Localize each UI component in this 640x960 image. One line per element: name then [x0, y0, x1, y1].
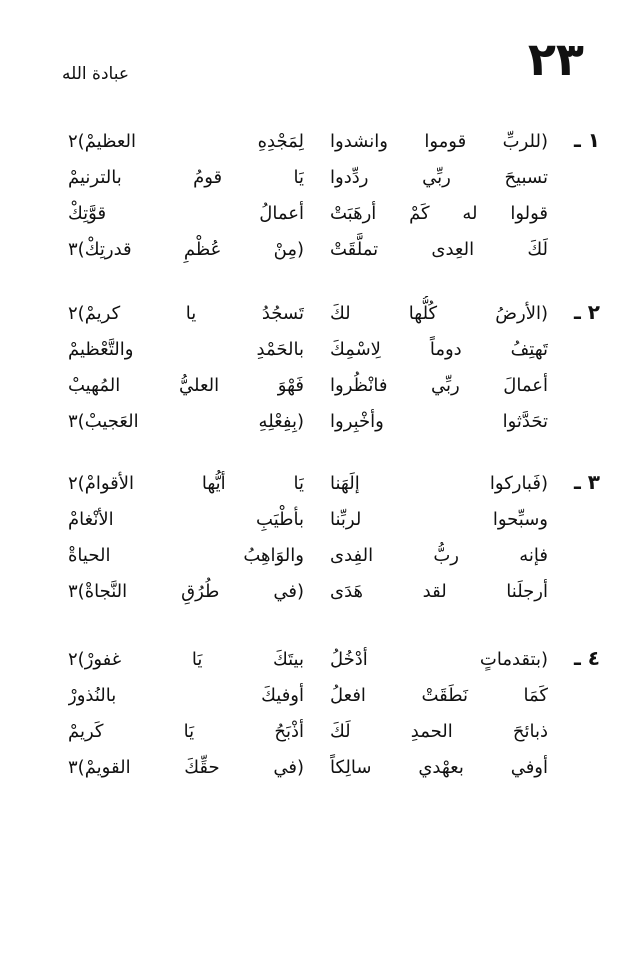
- verse-line: [40, 502, 600, 538]
- verse-first-hemistich: تَهتِفُ دوماً لِاسْمِكَ: [330, 339, 548, 360]
- verse-first-hemistich: أرجلَنا لقد هَدَى: [330, 581, 548, 602]
- verse-line: [40, 232, 600, 268]
- verse-second-hemistich: بأطْيَبِ الأنْغامْ: [68, 509, 304, 530]
- verse-line: [40, 466, 600, 502]
- verse-second-hemistich: (مِنْ عُظْمِ قدرتِكْ)٣: [68, 239, 304, 260]
- verse-line: [40, 160, 600, 196]
- verse-line: [40, 196, 600, 232]
- verse-first-hemistich: أعمالَ ربِّي فانْظُروا: [330, 375, 548, 396]
- verse-second-hemistich: (بِفِعْلِهِ العَجيبْ)٣: [68, 411, 304, 432]
- verse-second-hemistich: أعمالُ قوَّتِكْ: [68, 203, 304, 224]
- verse-first-hemistich: تحَدَّثوا وأخْبِروا: [330, 411, 548, 432]
- page-number: ٢٣: [527, 32, 584, 86]
- verse-line: [40, 678, 600, 714]
- verse-second-hemistich: (في طُرُقِ النَّجاةْ)٣: [68, 581, 304, 602]
- stanza-number: ١ ـ: [573, 128, 600, 152]
- verse-line: [40, 750, 600, 786]
- verse-line: [40, 332, 600, 368]
- verse-second-hemistich: يَا أيُّها الأقوامْ)٢: [68, 473, 304, 494]
- verse-second-hemistich: تَسجُدُ يا كريمْ)٢: [68, 303, 304, 324]
- verse-first-hemistich: وسبِّحوا لربِّنا: [330, 509, 548, 530]
- verse-first-hemistich: (الأرضُ كُلُّها لكَ: [330, 303, 548, 324]
- verse-line: [40, 538, 600, 574]
- verse-second-hemistich: أوفيكَ بالنُذورْ: [68, 685, 304, 706]
- verse-line: [40, 368, 600, 404]
- verse-first-hemistich: (للربِّ قوموا وانشدوا: [330, 131, 548, 152]
- verse-first-hemistich: كَمَا نَطَقَتْ افعلُ: [330, 685, 548, 706]
- verse-line: [40, 124, 600, 160]
- verse-line: [40, 574, 600, 610]
- verse-first-hemistich: تسبيحَ ربِّي ردِّدوا: [330, 167, 548, 188]
- verse-line: [40, 404, 600, 440]
- verse-second-hemistich: أذْبَحُ يَا كَريمْ: [68, 721, 304, 742]
- verse-first-hemistich: قولوا له كَمْ أرهَبَتْ: [330, 203, 548, 224]
- verse-second-hemistich: يَا قومُ بالترنيمْ: [68, 167, 304, 188]
- stanza-1: [40, 124, 600, 268]
- verse-first-hemistich: (بتقدماتٍ أدْخُلُ: [330, 649, 548, 670]
- verse-second-hemistich: والوَاهِبُ الحياةْ: [68, 545, 304, 566]
- verse-line: [40, 296, 600, 332]
- stanza-number: ٣ ـ: [573, 470, 600, 494]
- stanza-3: [40, 466, 600, 610]
- verse-first-hemistich: (فَباركوا إلَهَنا: [330, 473, 548, 494]
- verse-second-hemistich: بالحَمْدِ والتَّعْظيمْ: [68, 339, 304, 360]
- verse-second-hemistich: (في حقِّكَ القويمْ)٣: [68, 757, 304, 778]
- verse-line: [40, 642, 600, 678]
- verse-first-hemistich: أوفي بعهْدي سالِكاً: [330, 757, 548, 778]
- verse-second-hemistich: فَهْوَ العليُّ المُهيبْ: [68, 375, 304, 396]
- running-title: عبادة الله: [62, 64, 129, 84]
- verse-line: [40, 714, 600, 750]
- verse-second-hemistich: بيتَكَ يَا غفورْ)٢: [68, 649, 304, 670]
- verse-first-hemistich: ذبائحَ الحمدِ لَكَ: [330, 721, 548, 742]
- stanza-number: ٢ ـ: [573, 300, 600, 324]
- stanza-2: [40, 296, 600, 440]
- verse-second-hemistich: لِمَجْدِهِ العظيمْ)٢: [68, 131, 304, 152]
- stanza-4: [40, 642, 600, 786]
- verse-first-hemistich: لَكَ العِدى تملَّقَتْ: [330, 239, 548, 260]
- stanza-number: ٤ ـ: [573, 646, 600, 670]
- verse-first-hemistich: فإنه ربُّ الفِدى: [330, 545, 548, 566]
